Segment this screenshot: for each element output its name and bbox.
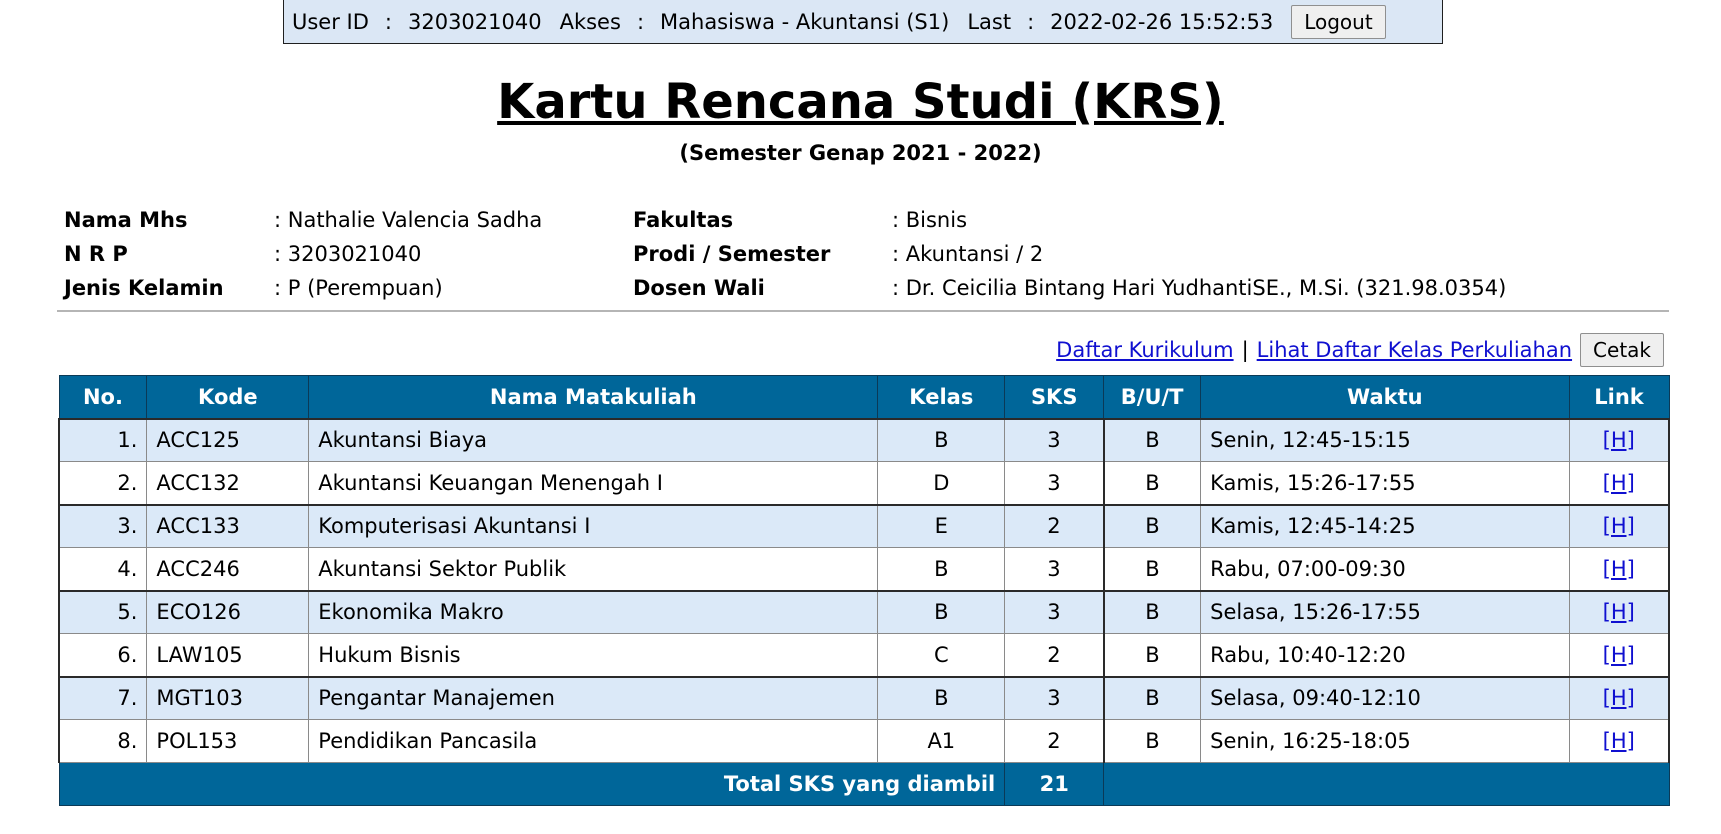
- header-but: B/U/T: [1104, 376, 1201, 419]
- cell-but: B: [1104, 505, 1201, 548]
- cell-link: [1569, 548, 1669, 591]
- link-divider: |: [1241, 338, 1249, 362]
- cell-sks: 3: [1005, 591, 1104, 634]
- cell-kelas: C: [878, 634, 1005, 677]
- info-label: Fakultas: [633, 208, 734, 232]
- cell-link: [1569, 462, 1669, 505]
- cell-no: 8.: [59, 720, 147, 763]
- table-row: [59, 462, 1669, 505]
- info-row-nama: [64, 203, 542, 237]
- history-link[interactable]: [H]: [1602, 428, 1635, 453]
- header-waktu: Waktu: [1201, 376, 1569, 419]
- krs-table: [58, 375, 1670, 806]
- cell-nama: Pendidikan Pancasila: [309, 720, 878, 763]
- semester-subtitle: (Semester Genap 2021 - 2022): [679, 141, 1042, 165]
- info-value: : Akuntansi / 2: [892, 242, 1044, 266]
- cell-no: 2.: [59, 462, 147, 505]
- action-links: [1056, 333, 1664, 367]
- cell-kode: POL153: [147, 720, 309, 763]
- header-sks: SKS: [1005, 376, 1104, 419]
- cell-nama: Hukum Bisnis: [309, 634, 878, 677]
- cell-waktu: Kamis, 12:45-14:25: [1201, 505, 1569, 548]
- cell-but: B: [1104, 591, 1201, 634]
- cell-nama: Akuntansi Sektor Publik: [309, 548, 878, 591]
- table-row: [59, 591, 1669, 634]
- history-link[interactable]: [H]: [1602, 642, 1635, 667]
- header-no: No.: [59, 376, 147, 419]
- info-row-nrp: [64, 237, 542, 271]
- separator: :: [384, 9, 392, 34]
- header-kelas: Kelas: [878, 376, 1005, 419]
- cell-kode: LAW105: [147, 634, 309, 677]
- info-row-dosen-wali: [633, 271, 1506, 305]
- cell-kelas: D: [878, 462, 1005, 505]
- cell-waktu: Senin, 16:25-18:05: [1201, 720, 1569, 763]
- user-id-label: User ID: [292, 9, 369, 34]
- separator: :: [636, 9, 645, 34]
- cell-but: B: [1104, 548, 1201, 591]
- student-info-left: [64, 203, 542, 305]
- table-header-row: [59, 376, 1669, 419]
- cell-but: B: [1104, 462, 1201, 505]
- lihat-daftar-kelas-link[interactable]: Lihat Daftar Kelas Perkuliahan: [1256, 338, 1573, 362]
- cell-but: B: [1104, 677, 1201, 720]
- history-link[interactable]: [H]: [1602, 514, 1635, 539]
- user-info-bar: [283, 0, 1443, 44]
- cell-kode: ACC246: [147, 548, 309, 591]
- table-row: [59, 548, 1669, 591]
- total-row: [59, 763, 1669, 806]
- header-nama-matakuliah: Nama Matakuliah: [309, 376, 878, 419]
- cell-no: 3.: [59, 505, 147, 548]
- cell-no: 7.: [59, 677, 147, 720]
- table-row: [59, 419, 1669, 462]
- cell-link: [1569, 505, 1669, 548]
- cell-link: [1569, 419, 1669, 462]
- table-row: [59, 634, 1669, 677]
- cell-no: 4.: [59, 548, 147, 591]
- history-link[interactable]: [H]: [1602, 470, 1635, 495]
- cell-kode: MGT103: [147, 677, 309, 720]
- last-label: Last: [967, 9, 1012, 34]
- cell-waktu: Senin, 12:45-15:15: [1201, 419, 1569, 462]
- info-label: Nama Mhs: [64, 208, 188, 232]
- separator: :: [1027, 9, 1035, 34]
- akses-label: Akses: [559, 9, 621, 34]
- cell-kelas: B: [878, 548, 1005, 591]
- cell-kode: ECO126: [147, 591, 309, 634]
- info-value: : 3203021040: [274, 242, 422, 266]
- cell-no: 5.: [59, 591, 147, 634]
- cell-kode: ACC133: [147, 505, 309, 548]
- daftar-kurikulum-link[interactable]: Daftar Kurikulum: [1056, 338, 1234, 362]
- info-value: : Nathalie Valencia Sadha: [274, 208, 543, 232]
- cell-kode: ACC125: [147, 419, 309, 462]
- cell-sks: 2: [1005, 505, 1104, 548]
- student-info-right: [633, 203, 1506, 305]
- cell-nama: Komputerisasi Akuntansi I: [309, 505, 878, 548]
- cell-sks: 2: [1005, 634, 1104, 677]
- info-value: : Bisnis: [892, 208, 968, 232]
- history-link[interactable]: [H]: [1602, 686, 1635, 711]
- info-label: Prodi / Semester: [633, 242, 831, 266]
- cell-waktu: Selasa, 15:26-17:55: [1201, 591, 1569, 634]
- last-login-value: 2022-02-26 15:52:53: [1050, 9, 1274, 34]
- cell-kode: ACC132: [147, 462, 309, 505]
- total-empty: [1104, 763, 1669, 806]
- table-row: [59, 720, 1669, 763]
- cell-but: B: [1104, 720, 1201, 763]
- cell-no: 6.: [59, 634, 147, 677]
- header-link: Link: [1569, 376, 1669, 419]
- info-label: Jenis Kelamin: [64, 276, 224, 300]
- cell-nama: Ekonomika Makro: [309, 591, 878, 634]
- history-link[interactable]: [H]: [1602, 729, 1635, 753]
- cell-but: B: [1104, 419, 1201, 462]
- cell-link: [1569, 591, 1669, 634]
- cell-sks: 3: [1005, 677, 1104, 720]
- cell-nama: Akuntansi Biaya: [309, 419, 878, 462]
- divider: [57, 310, 1669, 312]
- history-link[interactable]: [H]: [1602, 600, 1635, 625]
- cell-kelas: B: [878, 419, 1005, 462]
- cell-sks: 2: [1005, 720, 1104, 763]
- cell-kelas: A1: [878, 720, 1005, 763]
- cell-link: [1569, 634, 1669, 677]
- table-row: [59, 505, 1669, 548]
- cell-link: [1569, 677, 1669, 720]
- total-label: Total SKS yang diambil: [59, 763, 1005, 806]
- header-kode: Kode: [147, 376, 309, 419]
- info-label: Dosen Wali: [633, 276, 765, 300]
- cell-sks: 3: [1005, 462, 1104, 505]
- info-value: : Dr. Ceicilia Bintang Hari YudhantiSE., M.Si. (321.98.0354): [892, 276, 1507, 300]
- info-row-prodi: [633, 237, 1506, 271]
- page-title: Kartu Rencana Studi (KRS): [497, 74, 1224, 130]
- cell-kelas: B: [878, 591, 1005, 634]
- cell-nama: Akuntansi Keuangan Menengah I: [309, 462, 878, 505]
- logout-button[interactable]: Logout: [1291, 5, 1385, 39]
- cell-but: B: [1104, 634, 1201, 677]
- total-sks-value: 21: [1005, 763, 1104, 806]
- history-link[interactable]: [H]: [1602, 556, 1635, 581]
- cetak-button[interactable]: Cetak: [1580, 333, 1664, 367]
- cell-kelas: B: [878, 677, 1005, 720]
- cell-waktu: Rabu, 07:00-09:30: [1201, 548, 1569, 591]
- cell-sks: 3: [1005, 419, 1104, 462]
- info-label: N R P: [64, 242, 128, 266]
- cell-nama: Pengantar Manajemen: [309, 677, 878, 720]
- user-id-value: 3203021040: [407, 9, 542, 34]
- info-row-fakultas: [633, 203, 1506, 237]
- cell-kelas: E: [878, 505, 1005, 548]
- table-row: [59, 677, 1669, 720]
- cell-sks: 3: [1005, 548, 1104, 591]
- cell-no: 1.: [59, 419, 147, 462]
- info-row-jenis-kelamin: [64, 271, 542, 305]
- info-value: : P (Perempuan): [274, 276, 443, 300]
- cell-link: [1569, 720, 1669, 763]
- cell-waktu: Selasa, 09:40-12:10: [1201, 677, 1569, 720]
- cell-waktu: Rabu, 10:40-12:20: [1201, 634, 1569, 677]
- cell-waktu: Kamis, 15:26-17:55: [1201, 462, 1569, 505]
- akses-value: Mahasiswa - Akuntansi (S1): [660, 9, 950, 34]
